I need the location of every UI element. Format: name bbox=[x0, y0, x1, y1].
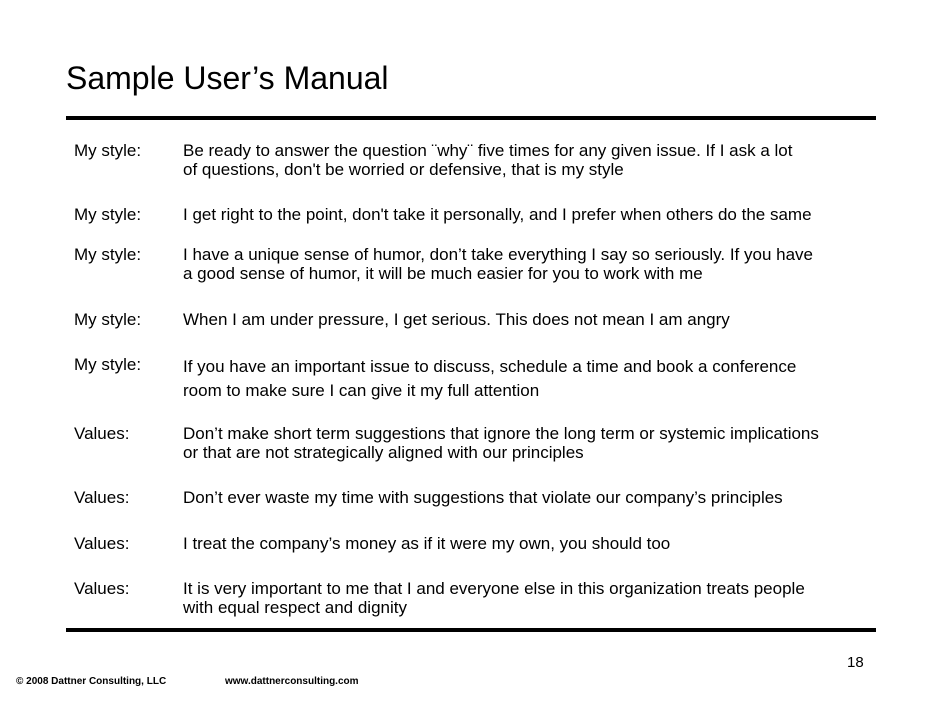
footer-copyright: © 2008 Dattner Consulting, LLC bbox=[16, 676, 167, 687]
bottom-divider bbox=[66, 628, 876, 632]
entry-label: My style: bbox=[74, 355, 142, 374]
entry-text: It is very important to me that I and everyone else in this organization treats people with equal respect and dignity bbox=[183, 579, 805, 617]
entry-label: Values: bbox=[74, 579, 130, 598]
entry-text: If you have an important issue to discuss, schedule a time and book a conference room to make sure I can give it my full attention bbox=[183, 357, 797, 400]
top-divider bbox=[66, 116, 876, 120]
entry-text: Be ready to answer the question ¨why¨ five times for any given issue. If I ask a lot of questions, don't be worried or defensive, that is my style bbox=[183, 141, 793, 179]
entry-label: My style: bbox=[74, 141, 142, 160]
entry-label: Values: bbox=[74, 534, 130, 553]
page-title: Sample User’s Manual bbox=[66, 60, 389, 96]
entry-text: I have a unique sense of humor, don’t take everything I say so seriously. If you have a good sense of humor, it will be much easier for you to work with me bbox=[183, 245, 813, 283]
entry-text: Don’t make short term suggestions that ignore the long term or systemic implications or that are not strategically aligned with our principles bbox=[183, 424, 819, 462]
entry-text: I treat the company’s money as if it were my own, you should too bbox=[183, 534, 671, 553]
entry-text: Don’t ever waste my time with suggestions that violate our company’s principles bbox=[183, 488, 783, 507]
entry-label: My style: bbox=[74, 205, 142, 224]
footer-website: www.dattnerconsulting.com bbox=[225, 676, 359, 687]
entry-text: When I am under pressure, I get serious. This does not mean I am angry bbox=[183, 310, 730, 329]
page-number: 18 bbox=[847, 654, 864, 671]
entry-label: Values: bbox=[74, 488, 130, 507]
entry-label: My style: bbox=[74, 310, 142, 329]
entry-text: I get right to the point, don't take it personally, and I prefer when others do the same bbox=[183, 205, 812, 224]
entry-label: My style: bbox=[74, 245, 142, 264]
entry-label: Values: bbox=[74, 424, 130, 443]
